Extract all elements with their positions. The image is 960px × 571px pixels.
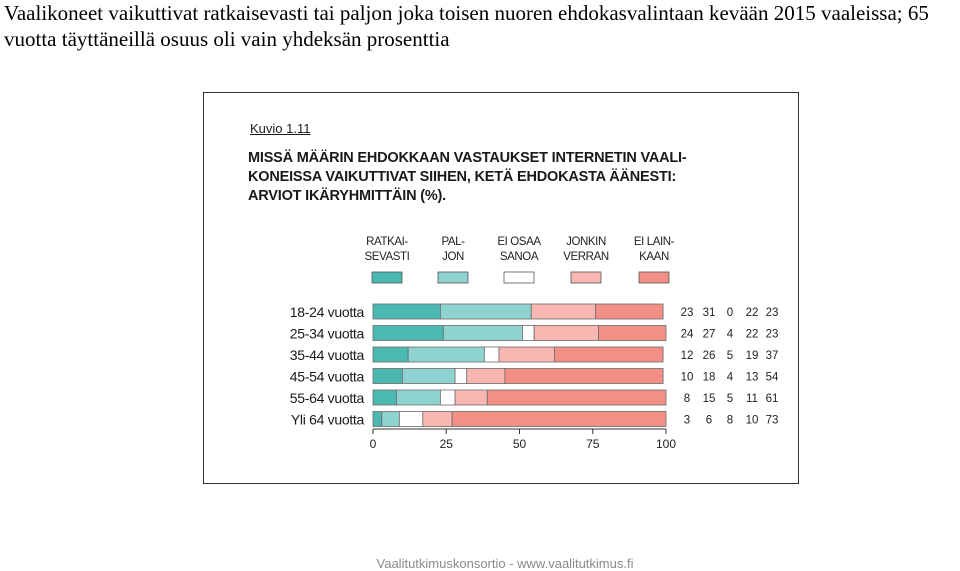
value-label: 6 — [705, 414, 713, 427]
value-label: 12 — [680, 350, 694, 362]
x-tick-label: 0 — [369, 437, 377, 451]
legend-label: JON — [442, 251, 464, 263]
bar-segment — [373, 347, 408, 362]
bar-segment — [531, 304, 595, 319]
value-label: 61 — [765, 393, 779, 405]
bar-segment — [382, 412, 400, 427]
chart-figure — [203, 92, 799, 484]
value-label: 4 — [726, 328, 734, 341]
legend-swatch — [504, 272, 534, 283]
bar-segment — [522, 326, 534, 341]
value-label: 5 — [726, 350, 734, 362]
value-label: 22 — [745, 328, 759, 341]
category-label: 35-44 vuotta — [289, 347, 364, 363]
bar-segment — [440, 390, 455, 405]
value-label: 23 — [765, 328, 779, 341]
bar-segment — [373, 412, 382, 427]
legend-label: PAL- — [441, 236, 465, 248]
bar-segment — [440, 304, 531, 319]
category-label: Yli 64 vuotta — [290, 411, 364, 428]
legend-label: EI OSAA — [497, 236, 541, 248]
value-label: 5 — [726, 393, 734, 405]
bar-segment — [487, 390, 666, 405]
value-label: 11 — [746, 393, 758, 405]
bar-segment — [452, 412, 666, 427]
footer-credit: Vaalitutkimuskonsortio - www.vaalitutkimus.fi — [376, 556, 634, 571]
bar-segment — [373, 304, 440, 319]
x-tick-label: 100 — [655, 437, 677, 451]
value-label: 15 — [702, 393, 716, 405]
x-tick-label: 75 — [586, 437, 600, 451]
value-label: 26 — [702, 350, 716, 362]
bar-segment — [599, 326, 666, 341]
value-label: 8 — [726, 414, 734, 427]
value-label: 18 — [702, 371, 716, 384]
value-label: 3 — [683, 414, 691, 427]
value-label: 8 — [683, 393, 691, 405]
legend-label: RATKAI- — [366, 236, 408, 248]
stacked-bar-chart — [204, 93, 800, 485]
bar-segment — [455, 390, 487, 405]
category-label: 45-54 vuotta — [289, 368, 364, 385]
value-label: 22 — [745, 307, 759, 319]
value-label: 4 — [726, 371, 734, 384]
bar-segment — [596, 304, 663, 319]
page-title: Vaalikoneet vaikuttivat ratkaisevasti tai paljon joka toisen nuoren ehdokasvalintaan kevään 2015 vaaleissa; 65 vuotta täyttäneillä osuus oli vain yhdeksän prosenttia — [4, 1, 929, 51]
category-label: 25-34 vuotta — [289, 325, 364, 342]
bar-segment — [534, 326, 598, 341]
value-label: 73 — [765, 414, 779, 427]
bar-segment — [373, 369, 402, 384]
category-label: 55-64 vuotta — [289, 390, 364, 406]
bar-segment — [402, 369, 455, 384]
legend-label: SANOA — [499, 251, 539, 263]
x-tick-label: 25 — [439, 437, 453, 451]
value-label: 31 — [702, 307, 716, 319]
value-label: 24 — [680, 328, 694, 341]
bar-segment — [408, 347, 484, 362]
figure-title: MISSÄ MÄÄRIN EHDOKKAAN VASTAUKSET INTERNETIN VAALI- KONEISSA VAIKUTTIVAT SIIHEN, KETÄ EHDOKASTA ÄÄNESTI: ARVIOT IKÄRYHMITTÄIN (%). — [248, 150, 687, 204]
x-tick-label: 50 — [512, 437, 527, 451]
bar-segment — [373, 326, 443, 341]
legend-label: KAAN — [639, 251, 669, 263]
legend-swatch — [438, 272, 468, 283]
bar-segment — [443, 326, 522, 341]
value-label: 54 — [765, 371, 779, 384]
bar-segment — [399, 412, 422, 427]
value-label: 23 — [680, 307, 694, 319]
value-label: 10 — [745, 414, 759, 427]
legend-swatch — [639, 272, 669, 283]
bar-segment — [423, 412, 452, 427]
bar-segment — [505, 369, 663, 384]
value-label: 0 — [726, 307, 734, 319]
value-label: 37 — [765, 350, 779, 362]
bar-segment — [373, 390, 396, 405]
bar-segment — [499, 347, 555, 362]
bar-segment — [555, 347, 663, 362]
legend-swatch — [372, 272, 402, 283]
value-label: 23 — [765, 307, 779, 319]
category-label: 18-24 vuotta — [289, 304, 364, 320]
value-label: 27 — [702, 328, 716, 341]
bar-segment — [467, 369, 505, 384]
legend-label: EI LAIN- — [633, 236, 675, 248]
figure-number: Kuvio 1.11 — [250, 121, 311, 136]
legend-label: JONKIN — [566, 236, 606, 248]
value-label: 19 — [745, 350, 759, 362]
bar-segment — [484, 347, 499, 362]
bar-segment — [396, 390, 440, 405]
value-label: 10 — [680, 371, 694, 384]
value-label: 13 — [745, 371, 759, 384]
legend-label: VERRAN — [563, 251, 609, 263]
legend-swatch — [571, 272, 601, 283]
legend-label: SEVASTI — [364, 251, 410, 263]
bar-segment — [455, 369, 467, 384]
